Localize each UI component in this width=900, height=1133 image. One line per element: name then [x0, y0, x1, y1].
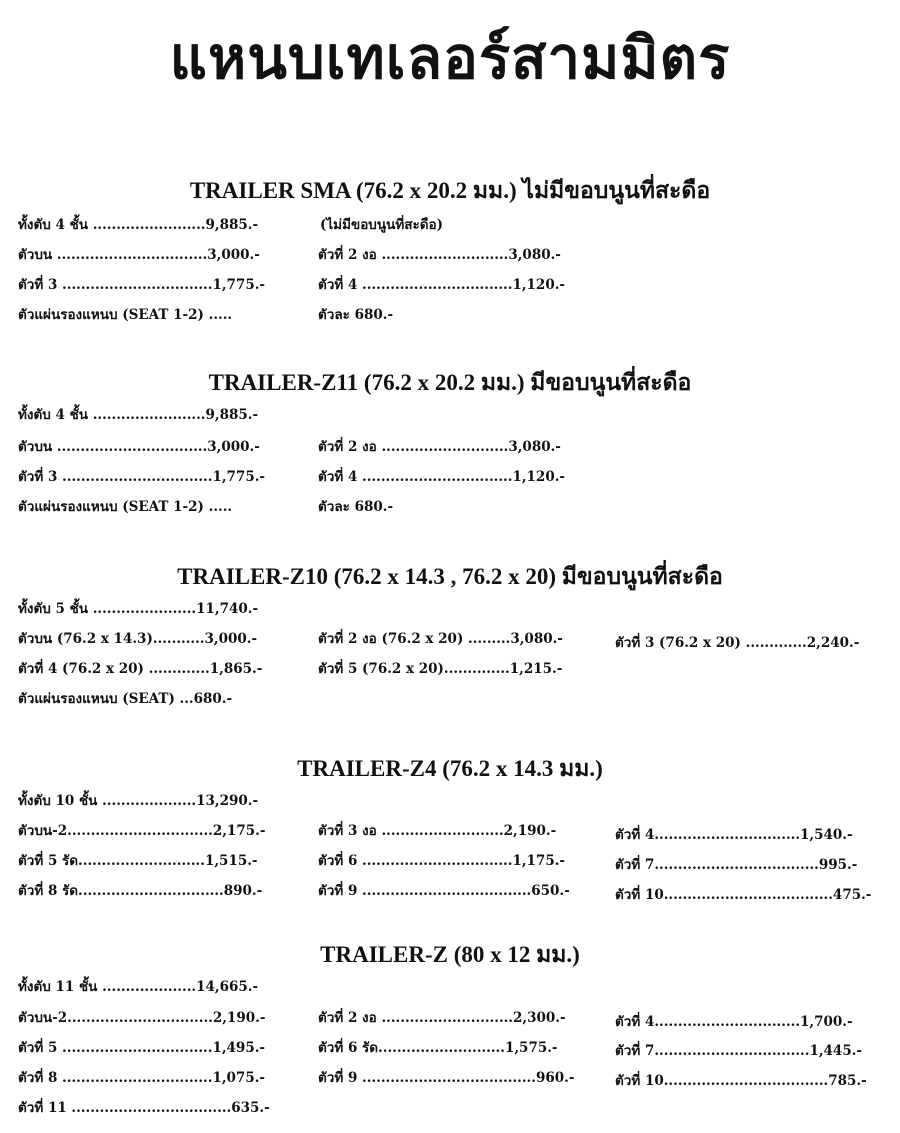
price-row: ตัวที่ 2 งอ (76.2 x 20) .........3,080.- — [318, 631, 563, 647]
price-row: ทั้งตับ 4 ชั้น ........................9,885.- — [18, 217, 259, 233]
section-title-trailer-z10: TRAILER-Z10 (76.2 x 14.3 , 76.2 x 20) มีขอบนูนที่สะดือ — [177, 564, 723, 589]
shop-title: แหนบเทเลอร์สามมิตร — [169, 24, 731, 92]
price-row: ตัวที่ 6 รัด...........................1,575.- — [318, 1040, 558, 1056]
price-row: ตัวที่ 7.................................1,445.- — [615, 1043, 863, 1059]
price-row: ตัวที่ 3 งอ ..........................2,190.- — [318, 823, 557, 839]
price-row: ตัวที่ 9 ....................................650.- — [318, 883, 570, 899]
price-row: ตัวบน-2...............................2,190.- — [18, 1010, 266, 1026]
price-row: ตัวที่ 8 ................................1,075.- — [18, 1070, 266, 1086]
price-row: ตัวแผ่นรองแหนบ (SEAT) ...680.- — [18, 691, 233, 707]
section-title-trailer-sma: TRAILER SMA (76.2 x 20.2 มม.) ไม่มีขอบนูนที่สะดือ — [189, 178, 711, 203]
price-row: ทั้งตับ 4 ชั้น ........................9,885.- — [18, 407, 259, 423]
price-row: ตัวที่ 2 งอ ...........................3,080.- — [318, 247, 561, 263]
price-row: ทั้งตับ 5 ชั้น ......................11,740.- — [18, 601, 259, 617]
price-row: ตัวที่ 2 งอ ............................2,300.- — [318, 1010, 566, 1026]
price-row: ตัวบน (76.2 x 14.3)...........3,000.- — [18, 631, 258, 647]
price-row: ตัวแผ่นรองแหนบ (SEAT 1-2) ..... — [18, 499, 233, 515]
price-row: ตัวที่ 5 รัด...........................1,515.- — [18, 853, 258, 869]
price-row: ตัวที่ 4 ................................1,120.- — [318, 469, 566, 485]
section-title-trailer-z: TRAILER-Z (80 x 12 มม.) — [320, 942, 580, 967]
price-row: ตัวบน ................................3,000.- — [18, 247, 260, 263]
section-title-trailer-z4: TRAILER-Z4 (76.2 x 14.3 มม.) — [297, 756, 603, 781]
price-row: ตัวที่ 3 ................................1,775.- — [18, 277, 266, 293]
price-row: ตัวที่ 6 ................................1,175.- — [318, 853, 566, 869]
price-row: ตัวที่ 3 (76.2 x 20) .............2,240.- — [615, 635, 860, 651]
price-row: ตัวที่ 2 งอ ...........................3,080.- — [318, 439, 561, 455]
price-row: ตัวที่ 4 ................................1,120.- — [318, 277, 566, 293]
price-row: ตัวที่ 4...............................1,700.- — [615, 1014, 853, 1030]
price-row: ตัวบน ................................3,000.- — [18, 439, 260, 455]
section-note: (ไม่มีขอบนูนที่สะดือ) — [320, 217, 443, 233]
price-row: ตัวละ 680.- — [318, 499, 394, 515]
price-row: ตัวที่ 10...................................785.- — [615, 1073, 867, 1089]
price-row: ตัวที่ 10....................................475.- — [615, 887, 872, 903]
price-row: ทั้งตับ 10 ชั้น ....................13,290.- — [18, 793, 259, 809]
price-row: ตัวที่ 3 ................................1,775.- — [18, 469, 266, 485]
price-row: ตัวที่ 9 .....................................960.- — [318, 1070, 575, 1086]
price-row: ตัวที่ 4...............................1,540.- — [615, 827, 853, 843]
price-row: ตัวบน-2...............................2,175.- — [18, 823, 266, 839]
price-row: ตัวที่ 5 ................................1,495.- — [18, 1040, 266, 1056]
price-row: ตัวที่ 4 (76.2 x 20) .............1,865.- — [18, 661, 263, 677]
price-row: ตัวแผ่นรองแหนบ (SEAT 1-2) ..... — [18, 307, 233, 323]
price-row: ตัวละ 680.- — [318, 307, 394, 323]
price-row: ทั้งตับ 11 ชั้น ....................14,665.- — [18, 979, 259, 995]
price-row: ตัวที่ 8 รัด...............................890.- — [18, 883, 263, 899]
price-row: ตัวที่ 11 ..................................635.- — [18, 1100, 270, 1116]
section-title-trailer-z11: TRAILER-Z11 (76.2 x 20.2 มม.) มีขอบนูนที่สะดือ — [208, 370, 692, 395]
price-row: ตัวที่ 5 (76.2 x 20)..............1,215.- — [318, 661, 563, 677]
price-row: ตัวที่ 7...................................995.- — [615, 857, 858, 873]
